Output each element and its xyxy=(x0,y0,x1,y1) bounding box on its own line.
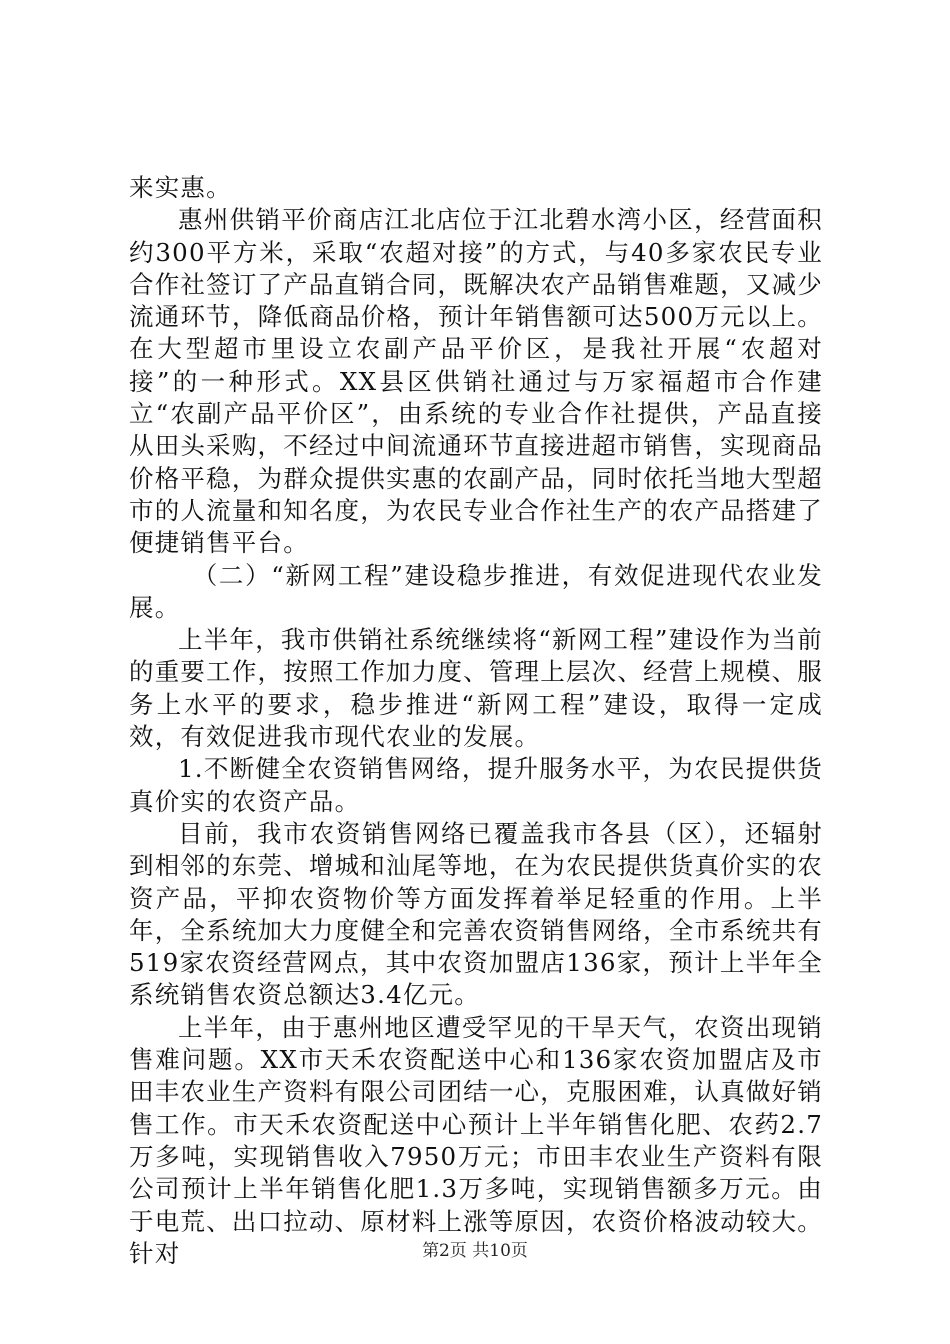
paragraph-first-half-work: 上半年，我市供销社系统继续将“新网工程”建设作为当前的重要工作，按照工作加力度、管理上层次、经营上规模、服务上水平的要求，稳步推进“新网工程”建设，取得一定成效，有效促进我市现代农业的发展。 xyxy=(129,625,823,752)
paragraph-network-coverage: 目前，我市农资销售网络已覆盖我市各县（区），还辐射到相邻的东莞、增城和汕尾等地，在为农民提供货真价实的农资产品，平抑农资物价等方面发挥着举足轻重的作用。上半年，全系统加大力度健全和完善农资销售网络，全市系统共有519家农资经营网点，其中农资加盟店136家，预计上半年全系统销售农资总额达3.4亿元。 xyxy=(129,818,823,1010)
paragraph-jiangbei-store: 惠州供销平价商店江北店位于江北碧水湾小区，经营面积约300平方米，采取“农超对接”的方式，与40多家农民专业合作社签订了产品直销合同，既解决农产品销售难题，又减少流通环节，降低商品价格，预计年销售额可达500万元以上。在大型超市里设立农副产品平价区，是我社开展“农超对接”的一种形式。XX县区供销社通过与万家福超市合作建立“农副产品平价区”，由系统的专业合作社提供，产品直接从田头采购，不经过中间流通环节直接进超市销售，实现商品价格平稳，为群众提供实惠的农副产品，同时依托当地大型超市的人流量和知名度，为农民专业合作社生产的农产品搭建了便捷销售平台。 xyxy=(129,205,823,558)
subheading-farm-supply-network: 1.不断健全农资销售网络，提升服务水平，为农民提供货真价实的农资产品。 xyxy=(129,754,823,816)
paragraph-continuation: 来实惠。 xyxy=(129,173,232,202)
section-heading-xinwang: （二）“新网工程”建设稳步推进，有效促进现代农业发展。 xyxy=(129,560,823,622)
paragraph-drought-sales: 上半年，由于惠州地区遭受罕见的干旱天气，农资出现销售难问题。XX市天禾农资配送中心和136家农资加盟店及市田丰农业生产资料有限公司团结一心，克服困难，认真做好销售工作。市天禾农资配送中心预计上半年销售化肥、农药2.7万多吨，实现销售收入7950万元；市田丰农业生产资料有限公司预计上半年销售化肥1.3万多吨，实现销售额多万元。由于电荒、出口拉动、原材料上涨等原因，农资价格波动较大。针对 xyxy=(129,1012,823,1268)
document-body xyxy=(129,172,823,1270)
page-footer: 第2页 共10页 xyxy=(422,1241,528,1261)
